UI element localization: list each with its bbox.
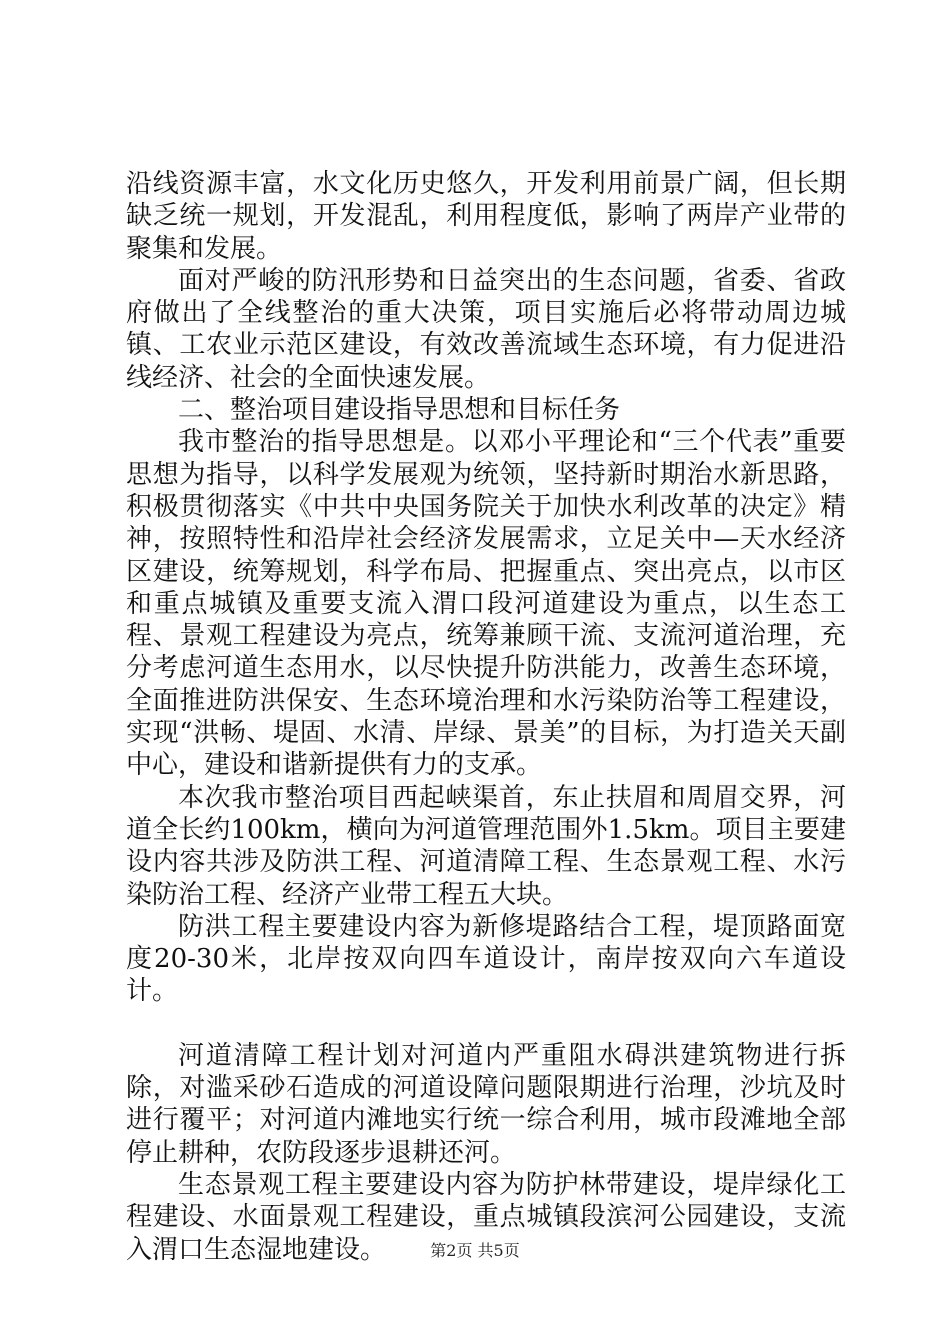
paragraph-decision: 面对严峻的防汛形势和日益突出的生态问题，省委、省政府做出了全线整治的重大决策，项目实施后必将带动周边城镇、工农业示范区建设，有效改善流域生态环境，有力促进沿线经济、社会的全面快速发展。 — [126, 265, 846, 393]
paragraph-ecological-landscape: 生态景观工程主要建设内容为防护林带建设，堤岸绿化工程建设、水面景观工程建设，重点城镇段滨河公园建设，支流入渭口生态湿地建设。 — [126, 1169, 846, 1265]
blank-line — [126, 1008, 846, 1040]
section-heading: 二、整治项目建设指导思想和目标任务 — [178, 395, 621, 426]
paragraph-project-scope: 本次我市整治项目西起峡渠首，东止扶眉和周眉交界，河道全长约100km，横向为河道管理范围外1.5km。项目主要建设内容共涉及防洪工程、河道清障工程、生态景观工程、水污染防治工程、经济产业带工程五大块。 — [126, 782, 846, 910]
paragraph-guiding-ideology: 我市整治的指导思想是。以邓小平理论和“三个代表”重要思想为指导，以科学发展观为统领，坚持新时期治水新思路，积极贯彻落实《中共中央国务院关于加快水利改革的决定》精神，按照特性和沿岸社会经济发展需求，立足关中—天水经济区建设，统筹规划，科学布局、把握重点、突出亮点，以市区和重点城镇及重要支流入渭口段河道建设为重点，以生态工程、景观工程建设为亮点，统筹兼顾干流、支流河道治理，充分考虑河道生态用水，以尽快提升防洪能力，改善生态环境，全面推进防洪保安、生态环境治理和水污染防治等工程建设，实现“洪畅、堤固、水清、岸绿、景美”的目标，为打造关天副中心，建设和谐新提供有力的支承。 — [126, 427, 846, 781]
paragraph-continuation: 沿线资源丰富，水文化历史悠久，开发利用前景广阔，但长期缺乏统一规划，开发混乱，利用程度低，影响了两岸产业带的聚集和发展。 — [126, 169, 846, 264]
page-number-footer: 第2页 共5页 — [430, 1241, 520, 1260]
paragraph-flood-control: 防洪工程主要建设内容为新修堤路结合工程，堤顶路面宽度20-30米，北岸按双向四车道设计，南岸按双向六车道设计。 — [126, 911, 846, 1007]
document-body — [126, 168, 846, 1266]
paragraph-river-clearing: 河道清障工程计划对河道内严重阻水碍洪建筑物进行拆除，对滥采砂石造成的河道设障问题限期进行治理，沙坑及时进行覆平；对河道内滩地实行统一综合利用，城市段滩地全部停止耕种，农防段逐步退耕还河。 — [126, 1040, 846, 1168]
